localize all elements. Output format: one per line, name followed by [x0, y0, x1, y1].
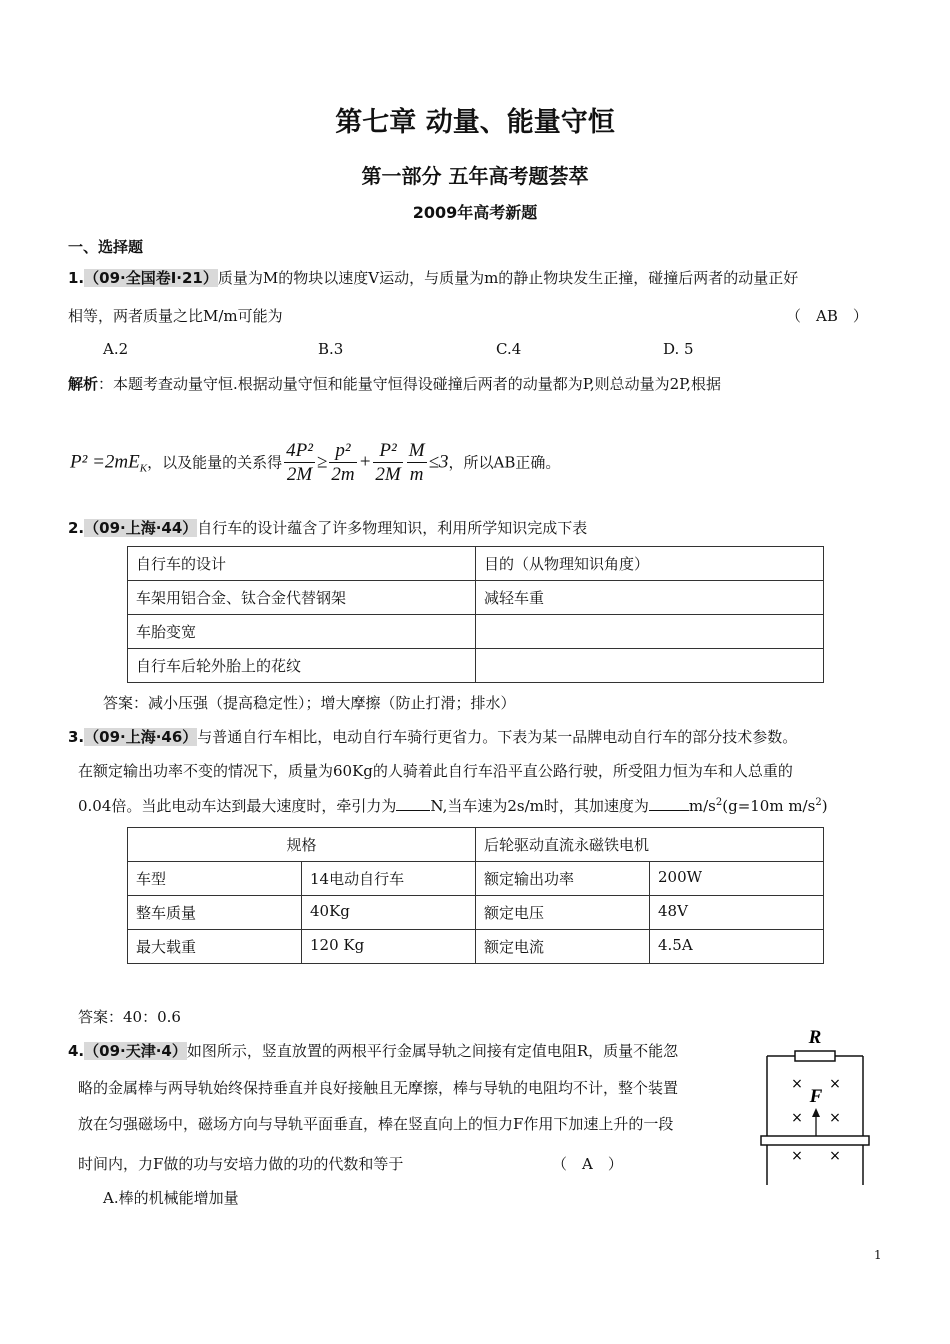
option-a: A.2 — [103, 340, 129, 358]
question-4-line1 — [68, 1040, 678, 1061]
table-cell: 200W — [650, 862, 824, 896]
question-1-line2: 相等，两者质量之比M/m可能为 — [68, 307, 283, 325]
superscript: 2 — [815, 797, 822, 808]
answer-blank[interactable] — [649, 796, 689, 811]
field-cross: × — [791, 1110, 803, 1126]
table-cell: 40Kg — [302, 896, 476, 930]
formula-line — [70, 440, 560, 487]
table-cell: 自行车的设计 — [128, 547, 476, 581]
question-4-line3: 放在匀强磁场中，磁场方向与导轨平面垂直，棒在竖直向上的恒力F作用下加速上升的一段 — [78, 1115, 674, 1133]
question-3-line2: 在额定输出功率不变的情况下，质量为60Kg的人骑着此自行车沿平直公路行驶，所受阻力恒为车和人总重的 — [78, 762, 793, 780]
question-3-answer: 答案：40：0.6 — [78, 1008, 181, 1026]
table-cell: 车型 — [128, 862, 302, 896]
fraction-P2-2M — [373, 440, 402, 487]
question-4-line2: 略的金属棒与两导轨始终保持垂直并良好接触且无摩擦，棒与导轨的电阻均不计，整个装置 — [78, 1079, 679, 1097]
bicycle-design-table — [127, 546, 824, 683]
table-cell: 减轻车重 — [476, 581, 824, 615]
table-cell: 额定电流 — [476, 930, 650, 964]
superscript: 2 — [715, 797, 723, 808]
table-cell: 4.5A — [650, 930, 824, 964]
question-text: 自行车的设计蕴含了许多物理知识，利用所学知识完成下表 — [197, 519, 588, 537]
table-cell: 整车质量 — [128, 896, 302, 930]
option-c: C.4 — [496, 340, 522, 358]
table-cell: 最大载重 — [128, 930, 302, 964]
question-source-tag: （09·上海·44） — [84, 519, 198, 537]
fraction-denominator: 2M — [286, 464, 313, 485]
table-row — [128, 615, 824, 649]
force-arrow-head — [812, 1108, 820, 1117]
fraction-denominator: 2M — [375, 464, 401, 485]
question-1-line1 — [68, 267, 798, 288]
answer-blank[interactable] — [396, 796, 430, 811]
table-cell: 14电动自行车 — [302, 862, 476, 896]
field-cross: × — [829, 1110, 841, 1126]
table-cell: 车架用铝合金、钛合金代替钢架 — [128, 581, 476, 615]
table-row — [128, 547, 824, 581]
formula-sub-k: K — [139, 462, 148, 475]
question-2-line — [68, 517, 587, 538]
table-cell: 车胎变宽 — [128, 615, 476, 649]
question-4-answer: （ A ） — [552, 1155, 623, 1173]
fraction-4p2-2m — [284, 440, 315, 487]
force-label: F — [809, 1086, 823, 1107]
table-cell — [476, 649, 824, 683]
formula-lead-text: ，以及能量的关系得 — [147, 453, 283, 472]
fraction-p2-2m — [329, 440, 356, 487]
field-cross: × — [791, 1076, 803, 1092]
formula-leq-3: ≤3 — [428, 451, 449, 473]
page-number: 1 — [874, 1248, 882, 1262]
question-number: 1. — [68, 269, 85, 287]
table-row — [128, 862, 824, 896]
question-3-line1 — [68, 726, 797, 747]
table-row — [128, 581, 824, 615]
part-title: 第一部分 五年高考题荟萃 — [361, 164, 589, 188]
table-cell: 目的（从物理知识角度） — [476, 547, 824, 581]
table-row — [128, 828, 824, 862]
table-cell: 48V — [650, 896, 824, 930]
formula-geq: ≥ — [316, 451, 328, 473]
unit-text: ) — [821, 797, 828, 815]
formula-2mek: =2mE — [92, 451, 140, 473]
section-heading: 一、选择题 — [68, 238, 144, 256]
question-1-answer: （ AB ） — [786, 307, 868, 325]
option-b: B.3 — [318, 340, 344, 358]
question-4-option-a: A.棒的机械能增加量 — [103, 1189, 239, 1207]
resistor-symbol — [795, 1051, 835, 1061]
circuit-figure — [755, 1020, 880, 1185]
fraction-denominator: m — [409, 464, 424, 485]
formula-tail-text: ，所以AB正确。 — [448, 453, 561, 472]
fraction-numerator: M — [408, 440, 425, 461]
table-cell: 120 Kg — [302, 930, 476, 964]
question-number: 2. — [68, 519, 85, 537]
question-text: 与普通自行车相比，电动自行车骑行更省力。下表为某一品牌电动自行车的部分技术参数。 — [197, 728, 798, 746]
table-cell: 后轮驱动直流永磁铁电机 — [476, 828, 824, 862]
question-3-line3 — [78, 795, 828, 816]
fraction-denominator: 2m — [331, 464, 355, 485]
question-4-line4: 时间内，力F做的功与安培力做的功的代数和等于 — [78, 1155, 404, 1173]
field-cross: × — [791, 1148, 803, 1164]
table-cell — [476, 615, 824, 649]
fraction-M-m — [407, 440, 427, 487]
metal-bar — [761, 1136, 869, 1145]
option-d: D. 5 — [663, 340, 694, 358]
analysis-label: 解析 — [68, 375, 99, 393]
year-title: 2009年高考新题 — [412, 203, 538, 222]
analysis-text: ：本题考查动量守恒.根据动量守恒和能量守恒得设碰撞后两者的动量都为P,则总动量为2P,根据 — [98, 375, 721, 393]
table-row — [128, 649, 824, 683]
question-2-answer: 答案：减小压强（提高稳定性）；增大摩擦（防止打滑；排水） — [103, 694, 516, 712]
fraction-numerator: P² — [373, 440, 402, 463]
question-source-tag: （09·上海·46） — [84, 728, 198, 746]
table-cell: 规格 — [128, 828, 476, 862]
unit-text: (g=10m m/s — [722, 797, 816, 815]
unit-text: m/s — [688, 797, 716, 815]
fraction-numerator: p² — [329, 440, 356, 463]
resistor-label: R — [808, 1027, 822, 1048]
field-cross: × — [829, 1148, 841, 1164]
table-cell: 自行车后轮外胎上的花纹 — [128, 649, 476, 683]
chapter-title: 第七章 动量、能量守恒 — [335, 107, 615, 138]
fraction-numerator: 4P² — [286, 440, 313, 461]
question-text: 如图所示，竖直放置的两根平行金属导轨之间接有定值电阻R，质量不能忽 — [186, 1042, 679, 1060]
question-text: 质量为M的物块以速度V运动，与质量为m的静止物块发生正撞，碰撞后两者的动量正好 — [217, 269, 799, 287]
question-text: N,当车速为2s/m时，其加速度为 — [430, 797, 649, 815]
question-number: 3. — [68, 728, 85, 746]
table-cell: 额定输出功率 — [476, 862, 650, 896]
question-number: 4. — [68, 1042, 85, 1060]
table-row — [128, 896, 824, 930]
analysis-line — [68, 373, 721, 394]
formula-plus: + — [358, 451, 372, 473]
formula-p-squared: P² — [70, 451, 88, 473]
table-row — [128, 930, 824, 964]
field-cross: × — [829, 1076, 841, 1092]
question-source-tag: （09·全国卷Ⅰ·21） — [84, 269, 218, 287]
table-cell: 额定电压 — [476, 896, 650, 930]
ebike-spec-table — [127, 827, 824, 964]
question-source-tag: （09·天津·4） — [84, 1042, 187, 1060]
question-text: 0.04倍。当此电动车达到最大速度时，牵引力为 — [78, 797, 397, 815]
